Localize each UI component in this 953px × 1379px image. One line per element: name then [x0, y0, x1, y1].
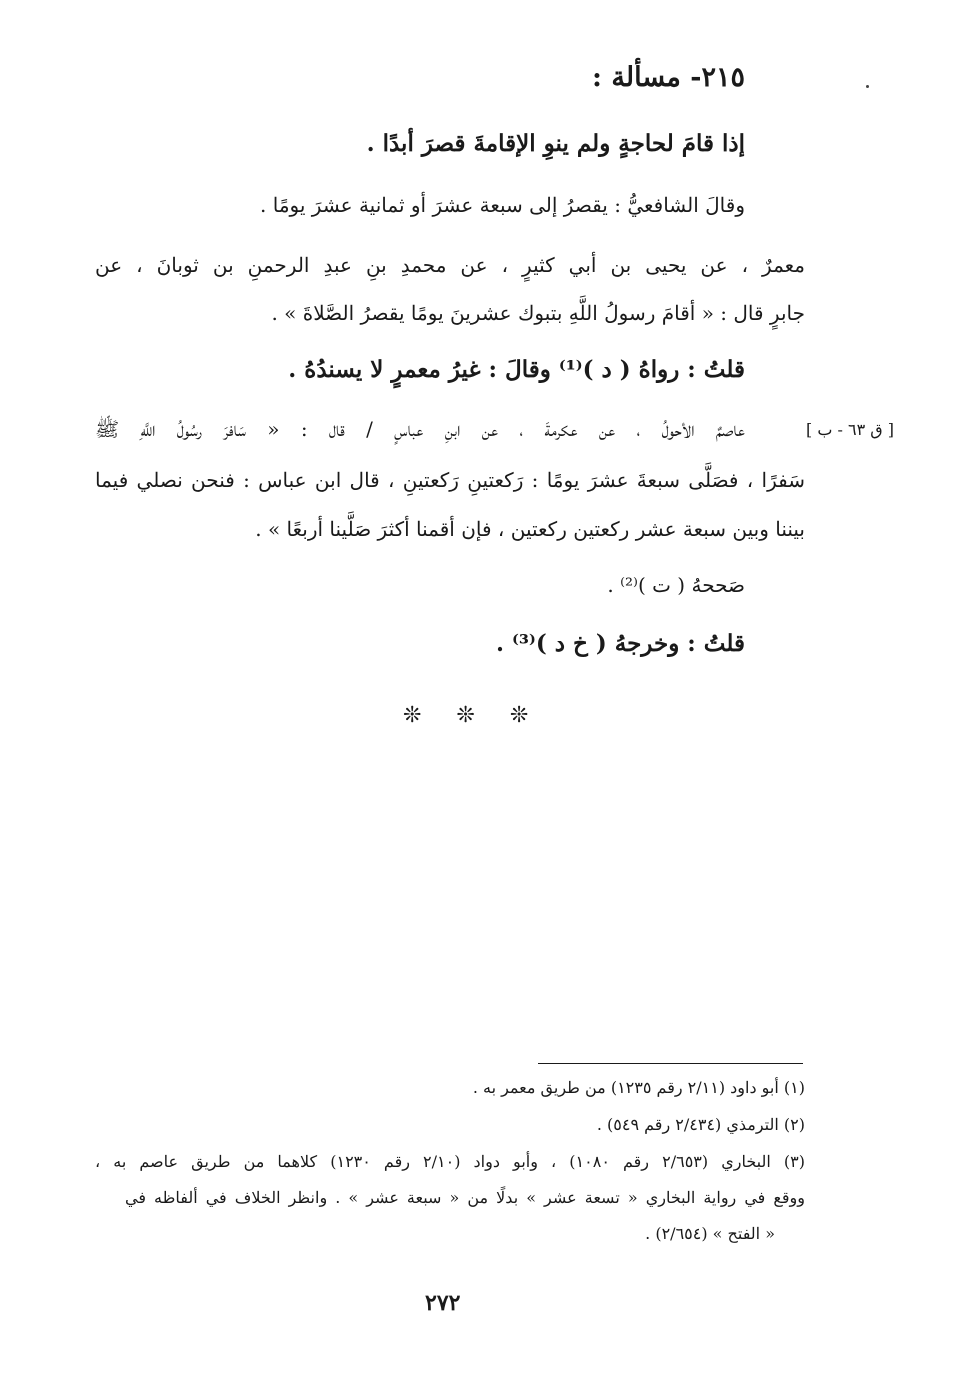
author-comment-2: قلتُ : وخرجهُ ( خ د )⁽³⁾ .	[496, 630, 745, 657]
section-separator: ❊ ❊ ❊	[403, 703, 543, 728]
scan-speck	[866, 85, 869, 88]
grading-note: صَححهُ ( ت )⁽²⁾ .	[607, 573, 745, 597]
footnote-3-line-1: (٣) البخاري (٢/٦٥٣ رقم ١٠٨٠) ، وأبو دواد (٢/١٠ رقم ١٢٣٠) كلاهما من طريق عاصم به ،	[95, 1152, 805, 1171]
page-number: ٢٧٢	[425, 1290, 461, 1316]
hadith1-chain-line: معمرٌ ، عن يحيى بن أبي كثيرٍ ، عن محمدِ بنِ عبدِ الرحمنِ بن ثوبانَ ، عن	[95, 253, 805, 277]
hadith1-text-line: جابرٍ قال : « أقامَ رسولُ اللَّهِ بتبوك عشرينَ يومًا يقصرُ الصَّلاةَ » .	[271, 301, 805, 325]
footnote-1: (١) أبو داود (٢/١١ رقم ١٢٣٥) من طريق معمر به .	[472, 1078, 805, 1097]
author-comment-1: قلتُ : رواهُ ( د )⁽¹⁾ وقالَ : غيرُ معمرٍ لا يسندُهُ .	[288, 356, 745, 383]
ruling-statement: إذا قامَ لحاجةٍ ولم ينوِ الإقامةَ قصرَ أبدًا .	[366, 130, 745, 157]
manuscript-folio-reference: [ ق ٦٣ - ب ]	[806, 420, 894, 439]
footnote-2: (٢) الترمذي (٢/٤٣٤ رقم ٥٤٩) .	[596, 1115, 805, 1134]
hadith2-line-2: سَفرًا ، فصَلَّى سبعةَ عشرَ يومًا : رَكعتينِ رَكعتينِ ، قال ابن عباس : فنحن نصلي فيما	[95, 468, 805, 492]
issue-heading: ٢١٥- مسألة :	[592, 62, 745, 93]
footnote-3-line-2: ووقع في رواية البخاري « تسعة عشر » بدلًا من « سبعة عشر » . وانظر الخلاف في ألفاظه في	[125, 1188, 805, 1207]
shafii-opinion: وقالَ الشافعيُّ : يقصرُ إلى سبعة عشرَ أو ثمانية عشرَ يومًا .	[260, 193, 745, 217]
hadith2-line-3: بيننا وبين سبعة عشر ركعتين ركعتين ، فإن أقمنا أكثرَ صَلَّينا أربعًا » .	[255, 517, 805, 541]
footnote-3-line-3: « الفتح » (٢/٦٥٤) .	[645, 1224, 775, 1243]
footnote-divider	[538, 1063, 803, 1064]
hadith2-line-1: عاصمٌ الأحولُ ، عن عكرمةَ ، عن ابنِ عباسٍ / قال : « سَافرَ رسُولُ اللَّهِ ﷺ	[95, 417, 745, 441]
